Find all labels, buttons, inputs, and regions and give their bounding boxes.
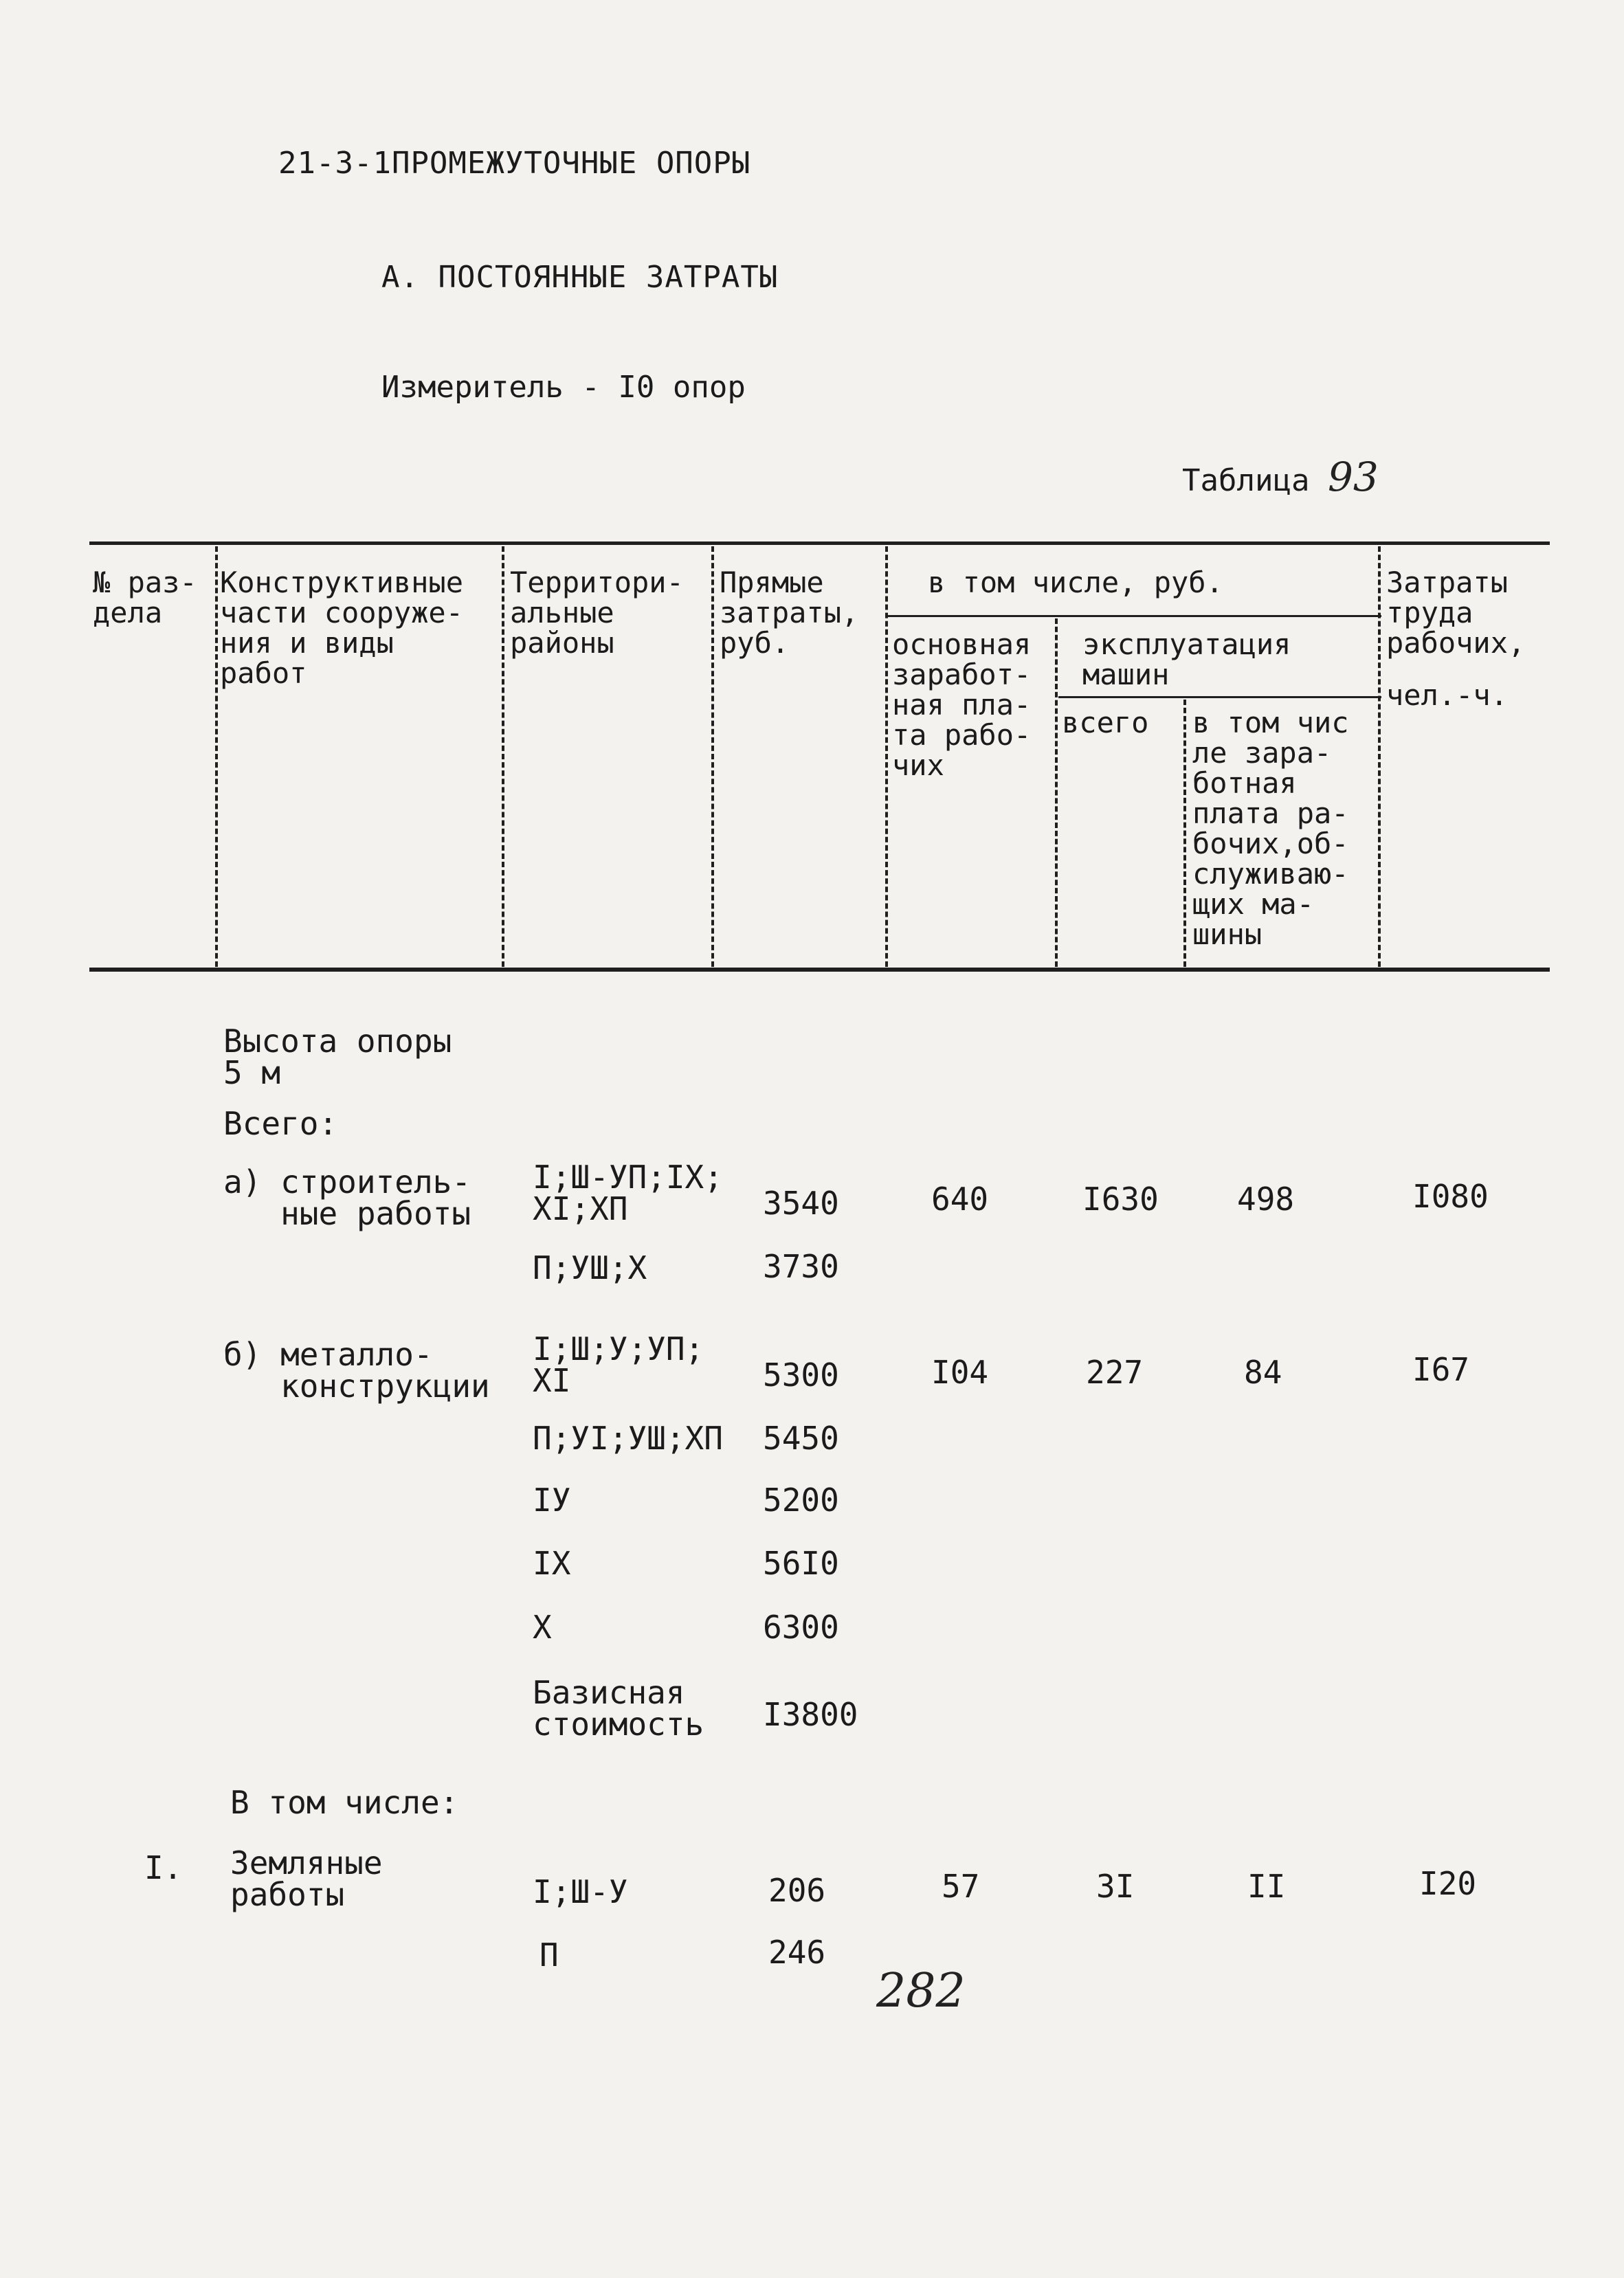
- col-machines-header: эксплуатация машин: [1082, 627, 1291, 691]
- cell-machines: I630: [1082, 1181, 1159, 1218]
- cell-labor: I20: [1419, 1865, 1477, 1902]
- col-divider-6: [1183, 700, 1186, 967]
- machines-rule: [1058, 696, 1381, 698]
- cell-direct: 5300: [763, 1356, 839, 1394]
- table-top-rule: [89, 541, 1550, 545]
- cell-region: I;Ш;У;УП; XI: [533, 1330, 704, 1399]
- col-divider-4: [885, 546, 888, 967]
- cell-machines-wage: 84: [1244, 1354, 1282, 1391]
- cell-direct: 5450: [763, 1420, 839, 1457]
- group-rule: [887, 615, 1381, 617]
- metal-structures-label: б) металло- конструкции: [223, 1336, 490, 1405]
- cell-direct: 56I0: [763, 1545, 839, 1582]
- cell-region: I;Ш-У: [533, 1873, 628, 1910]
- col-divider-7: [1378, 546, 1381, 967]
- cell-region: П: [540, 1936, 559, 1974]
- section-heading: [278, 146, 750, 181]
- cell-region: IУ: [533, 1482, 571, 1519]
- row-number: I.: [144, 1849, 183, 1886]
- cell-direct: 5200: [763, 1482, 839, 1519]
- col-divider-1: [215, 546, 218, 967]
- col-section-number: № раз- дела: [93, 566, 197, 629]
- cell-machines: 227: [1086, 1354, 1144, 1391]
- cell-labor: I080: [1412, 1178, 1489, 1215]
- col-group-including: в том числе, руб.: [928, 566, 1223, 599]
- col-regions: Территори- альные районы: [510, 566, 684, 660]
- col-structural-parts: Конструктивные части сооруже- ния и виды работ: [220, 566, 464, 690]
- cell-region: П;УI;УШ;XП: [533, 1420, 723, 1457]
- cell-region: IX: [533, 1545, 571, 1582]
- col-labor-costs: Затраты труда рабочих,: [1386, 566, 1526, 660]
- col-divider-5: [1055, 618, 1058, 967]
- cell-labor: I67: [1412, 1351, 1470, 1388]
- section-title: ПРОМЕЖУТОЧНЫЕ ОПОРЫ: [391, 146, 751, 181]
- construction-works-label: а) строитель- ные работы: [223, 1163, 471, 1232]
- cell-region: I;Ш-УП;IX; XI;XП: [533, 1159, 723, 1227]
- cell-direct: 6300: [763, 1609, 839, 1646]
- col-labor-unit: чел.-ч.: [1386, 678, 1509, 712]
- earthworks-label: Земляные работы: [230, 1844, 383, 1913]
- section-code: 21-3-1: [278, 146, 392, 181]
- col-base-wage: основная заработ- ная пла- та рабо- чих: [892, 627, 1032, 782]
- cell-region: П;УШ;X: [533, 1249, 647, 1286]
- base-cost-label: Базисная стоимость: [533, 1674, 704, 1743]
- cell-machines: 3I: [1096, 1868, 1135, 1905]
- cell-region: X: [533, 1609, 552, 1646]
- table-bottom-rule: [89, 968, 1550, 972]
- total-label: Всего:: [223, 1105, 338, 1142]
- cell-wage: 640: [931, 1181, 989, 1218]
- cell-wage: I04: [931, 1354, 989, 1391]
- col-machines-wage: в том чис ле зара- ботная плата ра- бочих,об- служиваю- щих ма- шины: [1192, 706, 1349, 951]
- col-machines-total: всего: [1062, 706, 1149, 739]
- table-label: Таблица: [1182, 463, 1310, 498]
- including-label: В том числе:: [230, 1784, 459, 1821]
- col-divider-2: [502, 546, 504, 967]
- measure-line: Измеритель - I0 опор: [381, 370, 746, 405]
- cell-direct: 3540: [763, 1185, 839, 1222]
- page-number: 282: [876, 1964, 966, 2018]
- cell-wage: 57: [942, 1868, 980, 1905]
- support-height: Высота опоры 5 м: [223, 1023, 452, 1091]
- subsection-heading: А. ПОСТОЯННЫЕ ЗАТРАТЫ: [381, 260, 779, 295]
- col-divider-3: [711, 546, 714, 967]
- cell-direct: 3730: [763, 1248, 839, 1285]
- cell-direct: 206: [768, 1872, 826, 1909]
- cell-direct: 246: [768, 1934, 826, 1971]
- table-caption: [1182, 454, 1379, 500]
- cell-machines-wage: 498: [1237, 1181, 1295, 1218]
- table-number: 93: [1327, 454, 1379, 500]
- col-direct-costs: Прямые затраты, руб.: [720, 566, 859, 660]
- cell-machines-wage: II: [1247, 1868, 1286, 1905]
- base-cost-value: I3800: [763, 1696, 858, 1733]
